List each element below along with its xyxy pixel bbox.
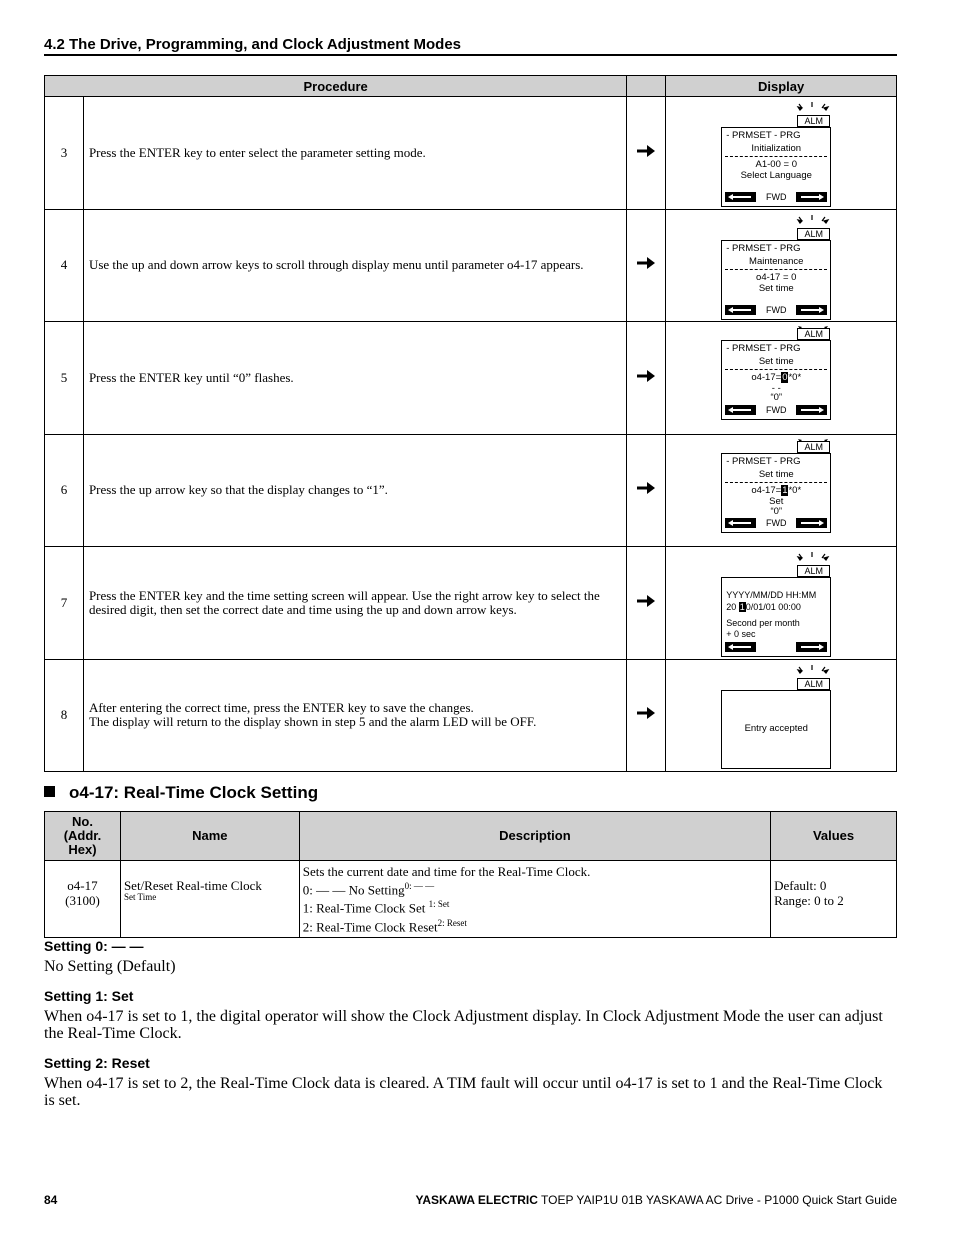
lcd-screen — [721, 690, 831, 769]
setting-text: When o4-17 is set to 2, the Real-Time Clock data is cleared. A TIM fault will occur until o4-17 is set to 1 and the Real-Time Clock is set. — [44, 1075, 883, 1109]
table-row — [45, 322, 897, 435]
lcd-display — [666, 434, 897, 547]
lcd-line: Set time — [758, 282, 794, 294]
right-arrow-icon — [796, 192, 827, 202]
step-number: 5 — [45, 322, 84, 435]
blinking-cursor: 1 — [782, 484, 788, 496]
param-description: Sets the current date and time for the Real-Time Clock. 0: — — No Setting$^{0: — —}$ 1: Real-Time Clock Set $^{1: Set}$ 2: Real-Time Clock Reset$^{2: Reset}$ — [299, 861, 770, 938]
right-arrow-icon — [796, 405, 827, 415]
procedure-table — [44, 75, 897, 772]
lcd-line: “0” — [770, 392, 783, 403]
lcd-line: Maintenance — [749, 255, 804, 267]
param-section-title: o4-17: Real-Time Clock Setting — [44, 783, 318, 803]
table-row — [45, 97, 897, 210]
lcd-line: - - — [771, 383, 781, 394]
lcd-line: Initialization — [751, 143, 802, 154]
lcd-display — [666, 322, 897, 435]
lcd-screen — [721, 127, 831, 207]
alm-indicator: ALM — [797, 678, 830, 690]
step-number: 7 — [45, 547, 84, 660]
alm-indicator: ALM — [797, 228, 830, 240]
step-text: Press the ENTER key until “0” flashes. — [83, 322, 626, 435]
alm-indicator: ALM — [797, 441, 830, 453]
lcd-line: o4-17=0*0* — [751, 372, 802, 383]
table-row — [45, 547, 897, 660]
lcd-display — [666, 659, 897, 772]
fwd-label: FWD — [766, 192, 787, 202]
blinking-cursor: 0 — [782, 372, 788, 383]
step-text: Press the ENTER key to enter select the parameter setting mode. — [83, 97, 626, 210]
right-arrow-icon — [627, 97, 666, 210]
values-header: Values — [771, 812, 897, 861]
no-header: No. (Addr. Hex) — [45, 812, 121, 861]
step-text: After entering the correct time, press the ENTER key to save the changes. The display will return to the display shown in step 5 and the alarm LED will be OFF. — [83, 659, 626, 772]
right-arrow-icon — [627, 209, 666, 322]
step-text: Press the ENTER key and the time setting screen will appear. Use the right arrow key to select the desired digit, then set the correct date and time using the up and down arrow keys. — [83, 547, 626, 660]
lcd-display — [666, 209, 897, 322]
page-number: 84 — [44, 1193, 58, 1207]
lcd-screen — [721, 577, 831, 657]
lcd-line: Second per month — [726, 618, 800, 628]
lcd-screen — [721, 453, 831, 533]
blinking-cursor: 1 — [739, 602, 745, 612]
param-values: Default: 0 Range: 0 to 2 — [771, 861, 897, 938]
footer-doc: YASKAWA ELECTRIC TOEP YAIP1U 01B YASKAWA AC Drive - P1000 Quick Start Guide — [415, 1193, 897, 1207]
setting-heading: Setting 1: Set — [44, 988, 134, 1004]
parameter-table — [44, 811, 897, 938]
right-arrow-icon — [796, 518, 827, 528]
table-row — [45, 434, 897, 547]
lcd-line: A1-00 = 0 — [755, 159, 797, 170]
step-text: Use the up and down arrow keys to scroll through display menu until parameter o4-17 appears. — [83, 209, 626, 322]
step-number: 3 — [45, 97, 84, 210]
lcd-line: - PRMSET - PRG — [726, 455, 801, 467]
setting-text: No Setting (Default) — [44, 958, 176, 975]
procedure-header: Procedure — [45, 76, 627, 97]
right-arrow-icon — [627, 659, 666, 772]
step-text: Press the up arrow key so that the display changes to “1”. — [83, 434, 626, 547]
left-arrow-icon — [725, 642, 756, 652]
name-header: Name — [120, 812, 299, 861]
lcd-line: Set time — [758, 356, 794, 367]
fwd-label: FWD — [766, 405, 787, 415]
lcd-line: o4-17 = 0 — [756, 271, 797, 283]
lcd-line: 20 10/01/01 00:00 — [726, 602, 801, 612]
lcd-line: Entry accepted — [744, 722, 808, 734]
lcd-line: o4-17=1*0* — [751, 484, 802, 496]
lcd-line: “0” — [770, 505, 783, 517]
lcd-line: - PRMSET - PRG — [726, 130, 801, 141]
setting-text: When o4-17 is set to 1, the digital operator will show the Clock Adjustment display. In Clock Adjustment Mode the user can adjust the Real-Time Clock. — [44, 1008, 883, 1042]
lcd-line: YYYY/MM/DD HH:MM — [726, 590, 817, 600]
table-row — [45, 209, 897, 322]
description-header: Description — [299, 812, 770, 861]
right-arrow-icon — [627, 547, 666, 660]
lcd-line: Set — [769, 495, 784, 507]
right-arrow-icon — [627, 434, 666, 547]
lcd-screen — [721, 340, 831, 420]
right-arrow-icon — [796, 305, 827, 315]
param-name: Set/Reset Real-time Clock Set Time — [120, 861, 299, 938]
step-number: 6 — [45, 434, 84, 547]
lcd-line: - PRMSET - PRG — [726, 242, 801, 254]
section-title: 4.2 The Drive, Programming, and Clock Adjustment Modes — [44, 36, 897, 56]
lcd-line: - PRMSET - PRG — [726, 343, 801, 354]
alm-indicator: ALM — [797, 565, 830, 577]
lcd-display — [666, 547, 897, 660]
fwd-label: FWD — [766, 517, 787, 528]
param-number: o4-17 (3100) — [45, 861, 121, 938]
lcd-line: Set time — [758, 468, 794, 480]
display-header: Display — [666, 76, 897, 97]
lcd-line: + 0 sec — [726, 629, 756, 639]
lcd-display — [666, 97, 897, 210]
table-row — [45, 861, 897, 938]
step-number: 4 — [45, 209, 84, 322]
step-number: 8 — [45, 659, 84, 772]
lcd-screen — [721, 240, 831, 320]
lcd-line: Select Language — [740, 170, 812, 181]
right-arrow-icon — [627, 322, 666, 435]
fwd-label: FWD — [766, 304, 787, 315]
right-arrow-icon — [796, 642, 827, 652]
setting-heading: Setting 0: — — — [44, 938, 144, 954]
alm-indicator: ALM — [797, 115, 830, 127]
arrow-header — [627, 76, 666, 97]
setting-heading: Setting 2: Reset — [44, 1055, 150, 1071]
alm-indicator: ALM — [797, 328, 830, 340]
table-row — [45, 659, 897, 772]
